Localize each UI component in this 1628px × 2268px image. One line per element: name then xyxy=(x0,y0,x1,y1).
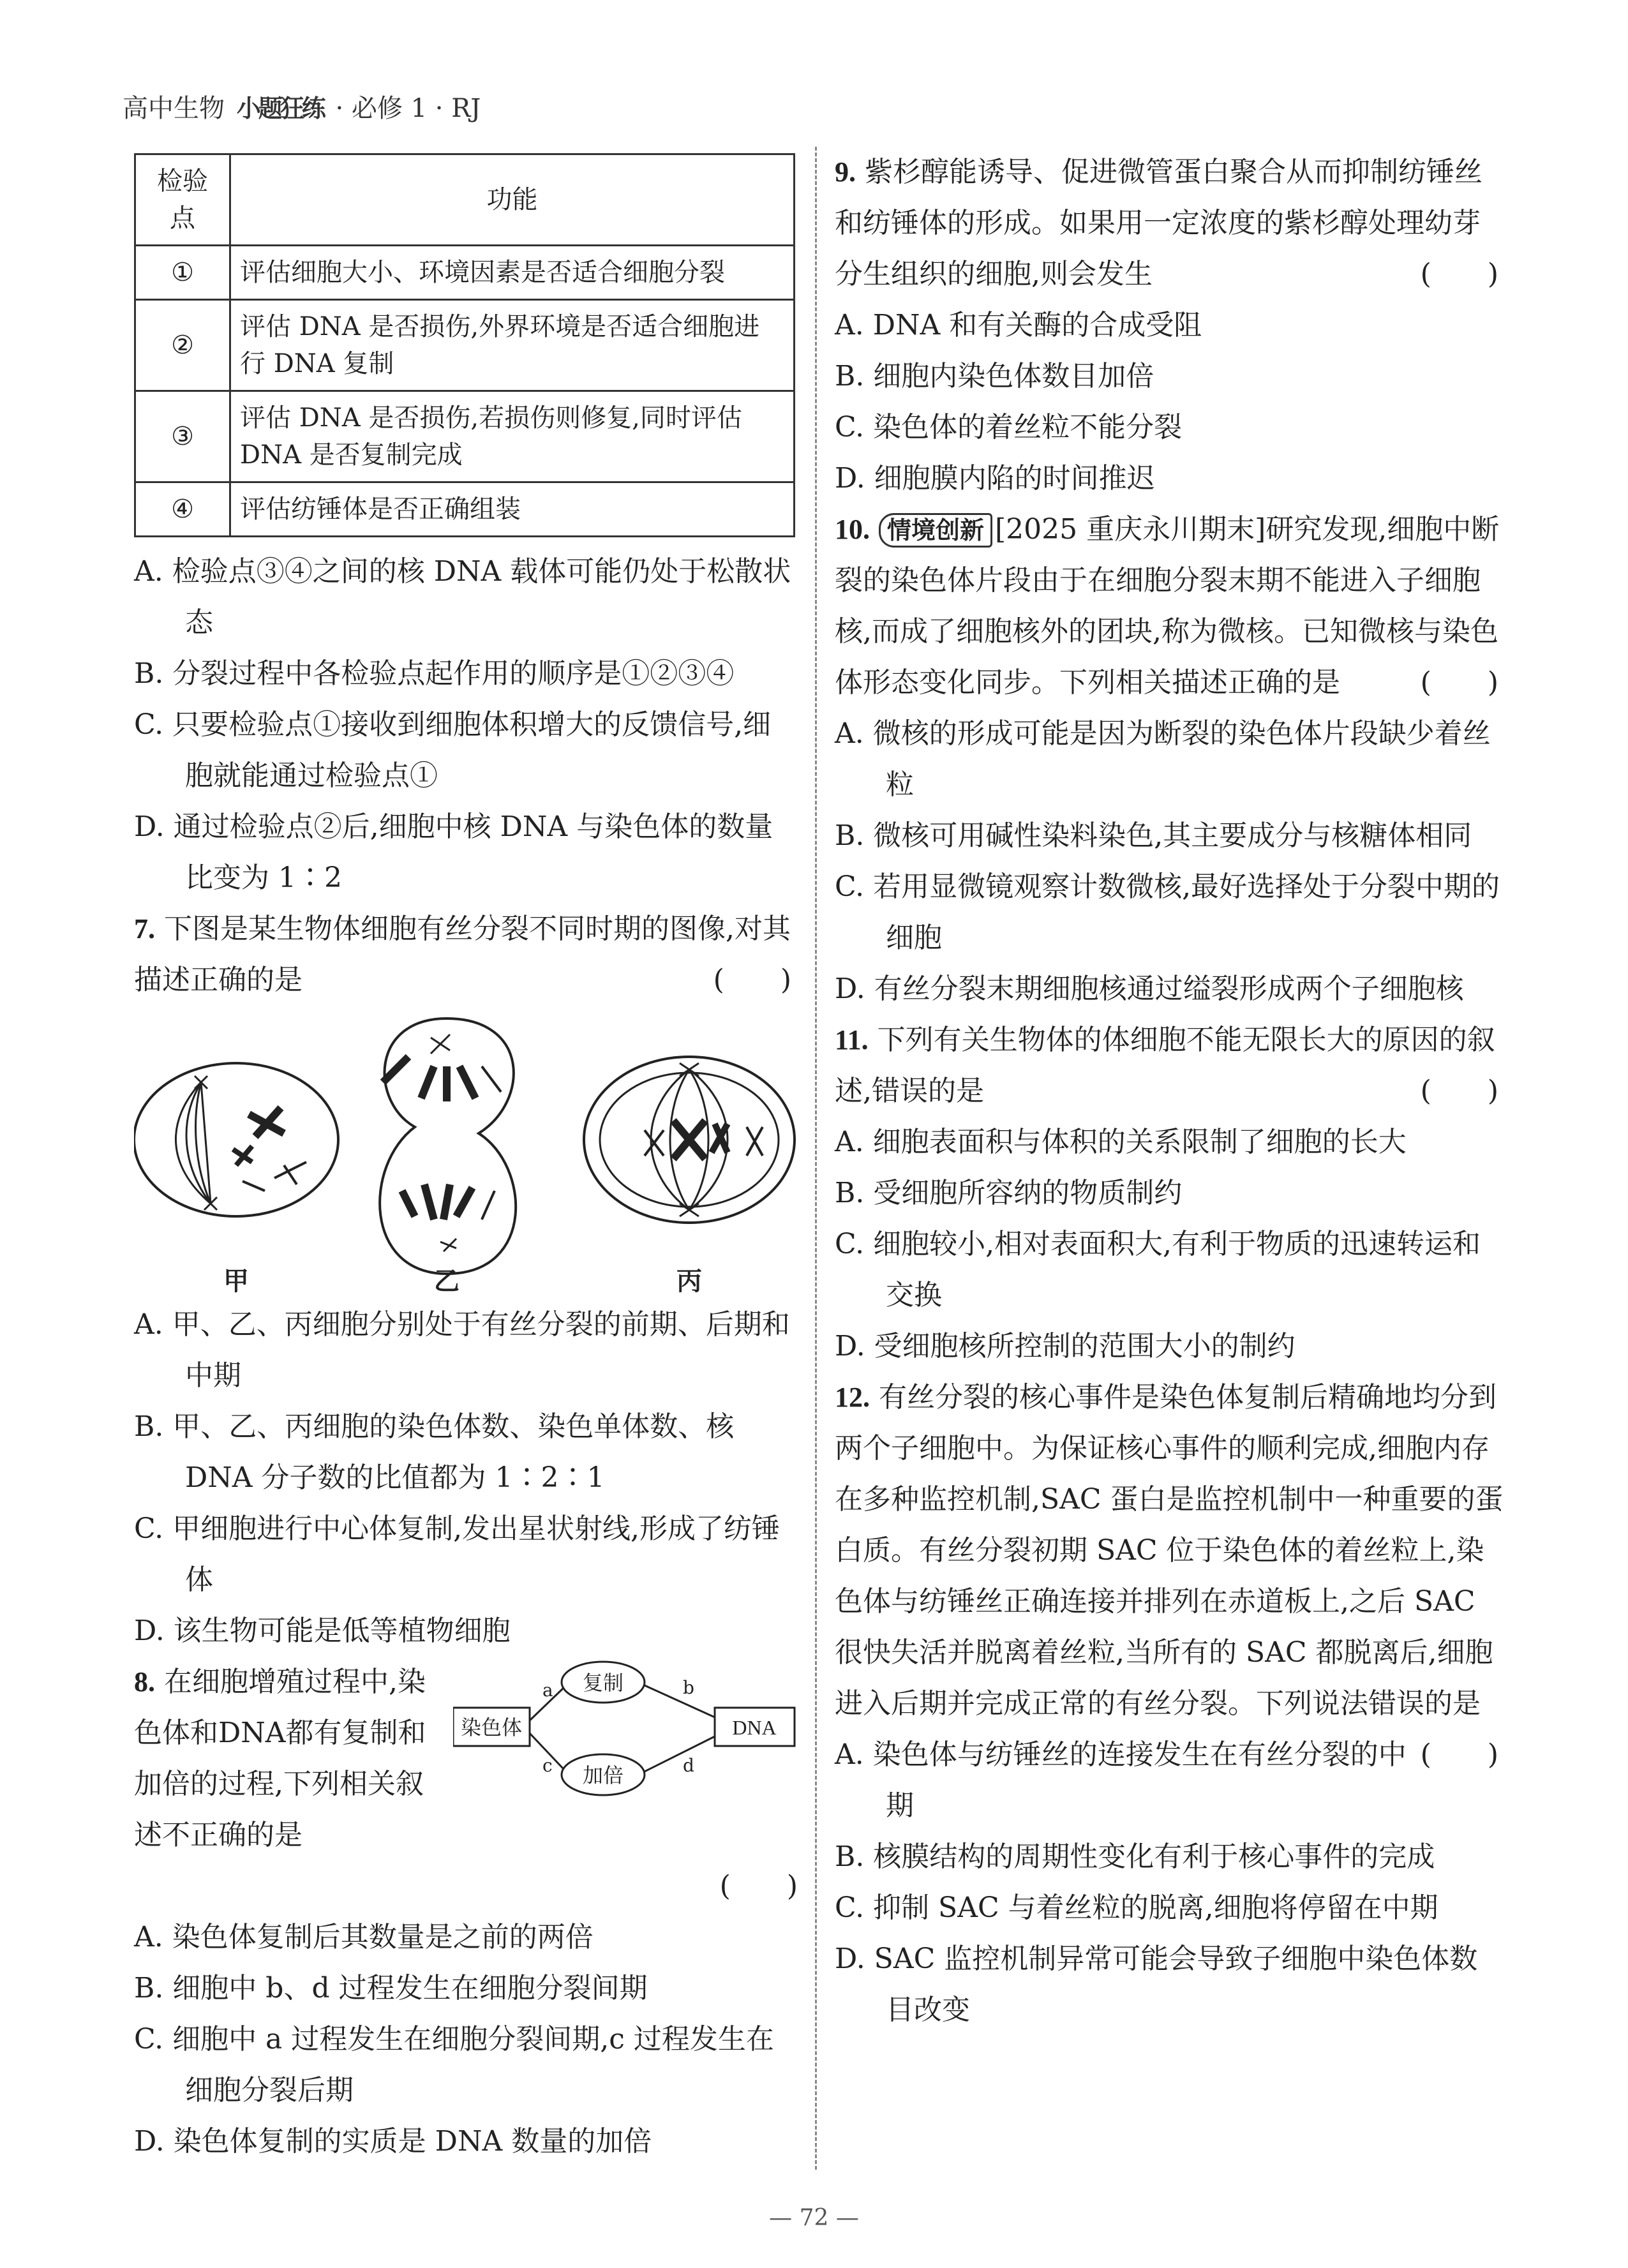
q7-option-b: B. 甲、乙、丙细胞的染色体数、染色单体数、核 DNA 分子数的比值都为 1∶2∶1 xyxy=(134,1410,735,1494)
page-number: — 72 — xyxy=(769,2205,859,2231)
right-column xyxy=(835,147,1505,2036)
q12-option-d: D. SAC 监控机制异常可能会导致子细胞中染色体数目改变 xyxy=(835,1943,1478,2026)
q10-scenario-tag: 情境创新 xyxy=(879,513,992,548)
table-cell-text: 评估细胞大小、环境因素是否适合细胞分裂 xyxy=(230,246,795,300)
q10-number: 10. xyxy=(835,514,870,545)
left-column xyxy=(134,153,798,2167)
cell-bing xyxy=(584,1057,795,1223)
chromosome-dna-diagram xyxy=(453,1657,798,1810)
table-row xyxy=(135,246,795,300)
q10-answer-paren: ( ) xyxy=(1420,666,1498,699)
table-row xyxy=(135,300,795,391)
table-cell-text: 评估 DNA 是否损伤,外界环境是否适合细胞进行 DNA 复制 xyxy=(230,300,795,391)
table-header-function: 功能 xyxy=(230,154,795,246)
node-double-label: 加倍 xyxy=(582,1763,624,1787)
label-jia: 甲 xyxy=(223,1267,249,1296)
q11-number: 11. xyxy=(835,1024,869,1056)
table-cell-num: ③ xyxy=(135,391,230,482)
q12-option-b: B. 核膜结构的周期性变化有利于核心事件的完成 xyxy=(835,1840,1435,1873)
cell-jia xyxy=(134,1063,338,1216)
arrow-label-a: a xyxy=(542,1680,553,1701)
q8-stem: 在细胞增殖过程中,染色体和DNA都有复制和加倍的过程,下列相关叙述不正确的是 xyxy=(134,1666,426,1851)
q10-option-d: D. 有丝分裂末期细胞核通过缢裂形成两个子细胞核 xyxy=(835,973,1464,1005)
q11-option-a: A. 细胞表面积与体积的关系限制了细胞的长大 xyxy=(835,1126,1407,1158)
label-yi: 乙 xyxy=(434,1267,459,1296)
q6-option-a: A. 检验点③④之间的核 DNA 载体可能仍处于松散状态 xyxy=(134,555,791,639)
q7-number: 7. xyxy=(134,913,155,944)
table-header-checkpoint: 检验点 xyxy=(135,154,230,246)
q6-option-d: D. 通过检验点②后,细胞中核 DNA 与染色体的数量比变为 1∶2 xyxy=(134,810,773,894)
q11-option-d: D. 受细胞核所控制的范围大小的制约 xyxy=(835,1330,1296,1362)
question-11 xyxy=(835,1015,1505,1117)
header-logo: 小题狂练 xyxy=(236,94,324,123)
q10-stem: 研究发现,细胞中断裂的染色体片段由于在细胞分裂末期不能进入子细胞核,而成了细胞核外的团块,称为微核。已知微核与染色体形态变化同步。下列相关描述正确的是 xyxy=(835,513,1500,699)
q6-option-c: C. 只要检验点①接收到细胞体积增大的反馈信号,细胞就能通过检验点① xyxy=(134,708,772,792)
table-row xyxy=(135,391,795,482)
q9-option-d: D. 细胞膜内陷的时间推迟 xyxy=(835,462,1155,495)
q11-stem: 下列有关生物体的体细胞不能无限长大的原因的叙述,错误的是 xyxy=(835,1024,1495,1107)
header-volume: · 必修 1 · RJ xyxy=(335,94,481,123)
question-9 xyxy=(835,147,1505,300)
cell-yi xyxy=(380,1018,516,1274)
question-7 xyxy=(134,904,798,1006)
arrow-label-b: b xyxy=(683,1677,694,1698)
q11-option-b: B. 受细胞所容纳的物质制约 xyxy=(835,1177,1183,1209)
q8-option-d: D. 染色体复制的实质是 DNA 数量的加倍 xyxy=(134,2125,652,2158)
q7-answer-paren: ( ) xyxy=(713,964,791,996)
q9-option-c: C. 染色体的着丝粒不能分裂 xyxy=(835,411,1183,444)
column-divider xyxy=(815,147,817,2170)
page-header xyxy=(123,88,481,124)
header-subject: 高中生物 xyxy=(123,94,225,123)
table-cell-text: 评估 DNA 是否损伤,若损伤则修复,同时评估 DNA 是否复制完成 xyxy=(230,391,795,482)
table-row xyxy=(135,482,795,537)
q9-number: 9. xyxy=(835,156,856,188)
q9-answer-paren: ( ) xyxy=(1420,258,1498,290)
q8-number: 8. xyxy=(134,1666,155,1697)
q8-option-a: A. 染色体复制后其数量是之前的两倍 xyxy=(134,1921,594,1953)
q12-answer-paren: ( ) xyxy=(1420,1738,1498,1771)
table-cell-num: ② xyxy=(135,300,230,391)
q8-option-b: B. 细胞中 b、d 过程发生在细胞分裂间期 xyxy=(134,1972,648,2004)
q8-answer-paren: ( ) xyxy=(719,1870,798,1902)
q9-option-b: B. 细胞内染色体数目加倍 xyxy=(835,360,1154,392)
q10-source: [2025 重庆永川期末] xyxy=(995,513,1266,546)
q7-stem: 下图是某生物体细胞有丝分裂不同时期的图像,对其描述正确的是 xyxy=(134,913,791,996)
question-12 xyxy=(835,1372,1505,1771)
label-bing: 丙 xyxy=(676,1267,702,1296)
q7-figure xyxy=(134,1006,798,1299)
q7-option-a: A. 甲、乙、丙细胞分别处于有丝分裂的前期、后期和中期 xyxy=(134,1308,790,1392)
table-cell-num: ④ xyxy=(135,482,230,537)
q7-option-c: C. 甲细胞进行中心体复制,发出星状射线,形成了纺锤体 xyxy=(134,1512,780,1596)
node-replicate-label: 复制 xyxy=(582,1671,624,1695)
q10-option-b: B. 微核可用碱性染料染色,其主要成分与核糖体相同 xyxy=(835,819,1472,852)
q11-option-c: C. 细胞较小,相对表面积大,有利于物质的迅速转运和交换 xyxy=(835,1228,1481,1311)
checkpoint-table xyxy=(134,153,795,537)
table-cell-text: 评估纺锤体是否正确组装 xyxy=(230,482,795,537)
q10-option-a: A. 微核的形成可能是因为断裂的染色体片段缺少着丝粒 xyxy=(835,717,1491,801)
arrow-label-c: c xyxy=(542,1755,553,1776)
q12-option-a: A. 染色体与纺锤丝的连接发生在有丝分裂的中期 xyxy=(835,1738,1407,1822)
node-dna-label: DNA xyxy=(732,1716,777,1739)
q12-number: 12. xyxy=(835,1382,870,1413)
q12-stem: 有丝分裂的核心事件是染色体复制后精确地均分到两个子细胞中。为保证核心事件的顺利完成,细胞内存在多种监控机制,SAC 蛋白是监控机制中一种重要的蛋白质。有丝分裂初期 SAC 位于染色体的着丝粒上,染色体与纺锤丝正确连接并排列在赤道板上,之后 SAC 很快失活并脱离着丝粒,当所有的 SAC 都脱离后,细胞进入后期并完成正常的有丝分裂。下列说法错误的是 xyxy=(835,1381,1504,1720)
q8-option-c: C. 细胞中 a 过程发生在细胞分裂间期,c 过程发生在细胞分裂后期 xyxy=(134,2023,774,2107)
arrow-label-d: d xyxy=(683,1755,694,1776)
q7-option-d: D. 该生物可能是低等植物细胞 xyxy=(134,1615,511,1647)
question-8 xyxy=(134,1657,798,1912)
mitosis-cells-illustration xyxy=(134,1006,798,1299)
q9-stem: 紫杉醇能诱导、促进微管蛋白聚合从而抑制纺锤丝和纺锤体的形成。如果用一定浓度的紫杉醇处理幼芽分生组织的细胞,则会发生 xyxy=(835,156,1482,290)
q9-option-a: A. DNA 和有关酶的合成受阻 xyxy=(835,309,1202,341)
q11-answer-paren: ( ) xyxy=(1420,1075,1498,1107)
q10-option-c: C. 若用显微镜观察计数微核,最好选择处于分裂中期的细胞 xyxy=(835,870,1500,954)
node-chromosome-label: 染色体 xyxy=(460,1715,523,1740)
table-cell-num: ① xyxy=(135,246,230,300)
q12-option-c: C. 抑制 SAC 与着丝粒的脱离,细胞将停留在中期 xyxy=(835,1891,1438,1924)
question-10 xyxy=(835,504,1505,708)
q6-option-b: B. 分裂过程中各检验点起作用的顺序是①②③④ xyxy=(134,657,735,690)
